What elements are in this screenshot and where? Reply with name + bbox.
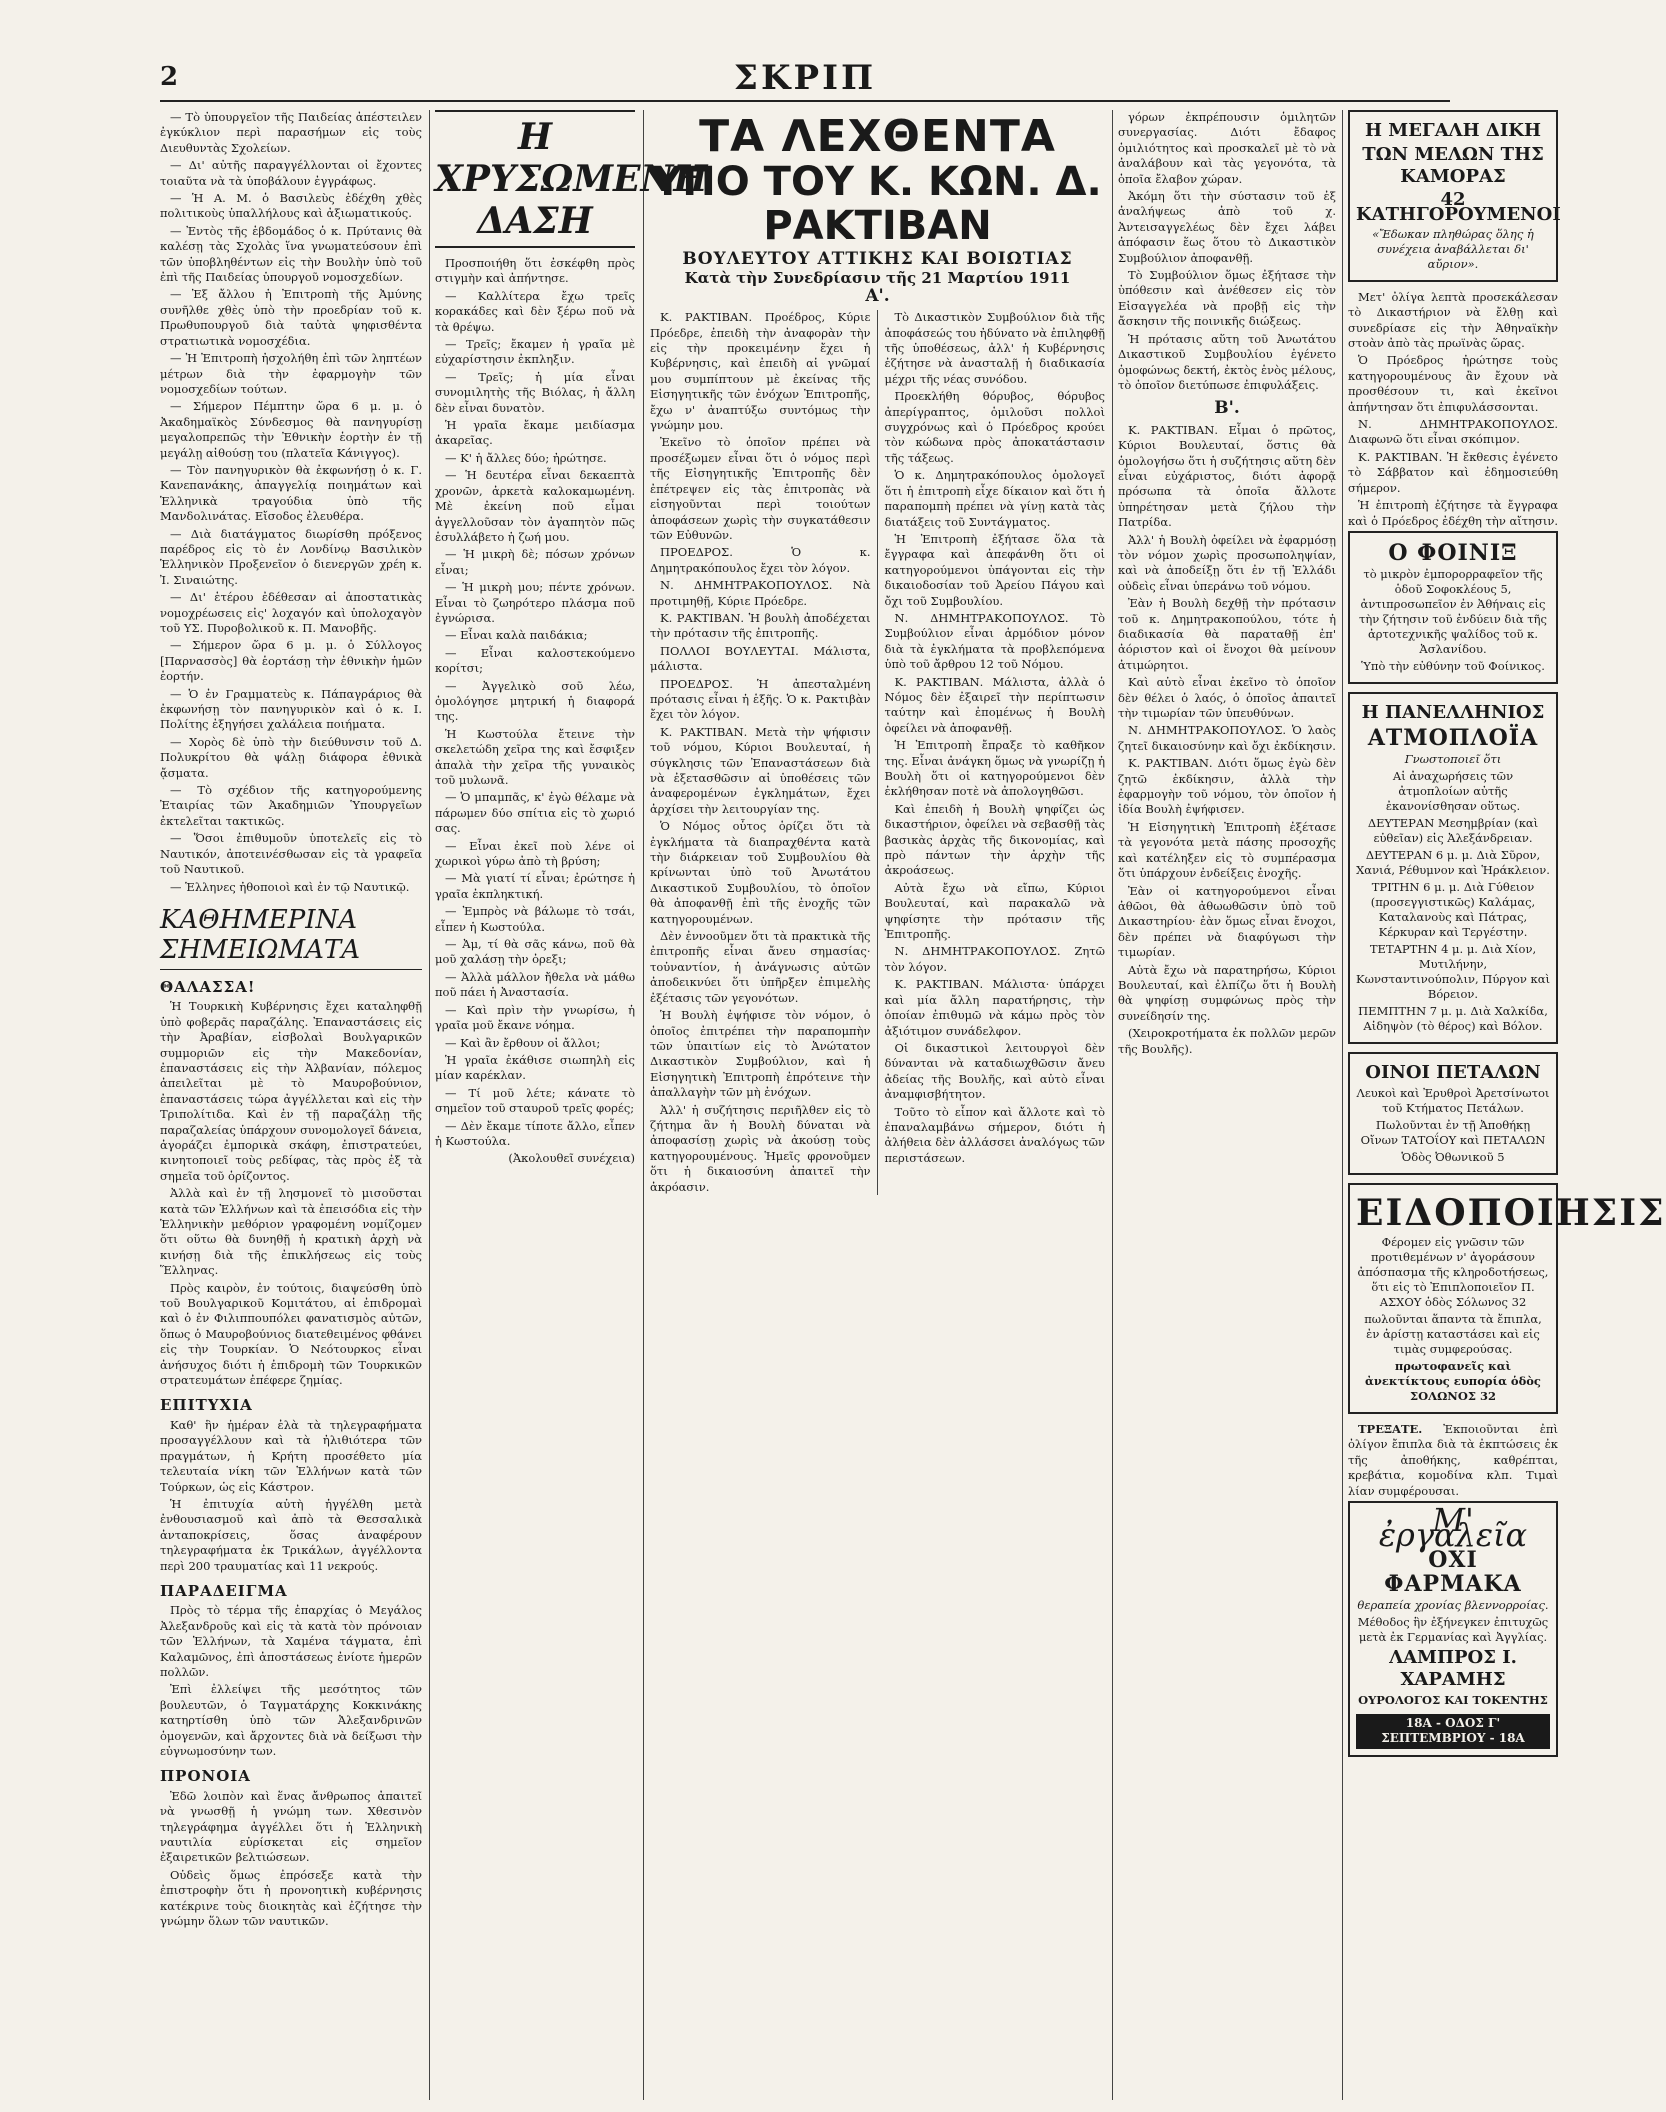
paper-name: ΣΚΡΙΠ (733, 58, 877, 98)
paragraph: — Ἀλλὰ μάλλον ἤθελα νὰ μάθω ποῦ πάει ἡ Ἀναστασία. (435, 969, 635, 1000)
small-ad (1348, 1422, 1558, 1499)
paragraph: — Ἡ μικρὴ μου; πέντε χρόνων. Εἶναι τὸ ζωηρότερο πλάσμα ποῦ ἐγνώρισα. (435, 580, 635, 625)
ad-line: ΠΕΜΠΤΗΝ 7 μ. μ. Διὰ Χαλκίδα, Αἰδηψὸν (τὸ θέρος) καὶ Βόλον. (1358, 1003, 1548, 1033)
paragraph: — Καὶ ἂν ἔρθουν οἱ ἄλλοι; (445, 1035, 601, 1050)
paragraph: Ὁ Πρόεδρος ἠρώτησε τοὺς κατηγορουμένους ἂν ἔχουν νὰ προσθέσουν τι, καὶ ἐκεῖνοι ἀπήντησαν ὅτι ἐπιφυλάσσονται. (1348, 353, 1558, 414)
paragraph: Ἡ Εἰσηγητικὴ Ἐπιτροπὴ ἐξέτασε τὰ γεγονότα μετὰ πάσης προσοχῆς καὶ κατέληξεν εἰς τὸ συμπέρασμα ὅτι ὑπάρχουν ἐνδείξεις ἐνοχῆς. (1118, 819, 1336, 881)
column-3 (650, 110, 1105, 2100)
paragraph: Οὐδεὶς ὅμως ἐπρόσεξε κατὰ τὴν ἐπιστροφὴν ὅτι ἡ προνοητικὴ κυβέρνησις κατέκρινε τοὺς διοικητὰς καὶ ἐζήτησε τὴν γνώμην ὅλων τῶν ναυτικῶν. (160, 1867, 422, 1929)
ad-line: τὸ μικρὸν ἐμπορορραφεῖον τῆς ὁδοῦ Σοφοκλέους 5, ἀντιπροσωπεῖον ἐν Ἀθήναις εἰς τὴν ζήτησιν τοῦ ἐνδύειν διὰ τῆς ἀρτοτεχνικῆς ψαλίδος τοῦ κ. Ἀσλανίδου. (1359, 566, 1547, 656)
paragraph: — Εἶναι καλὰ παιδάκια; (445, 628, 588, 643)
news-brief: — Σήμερον Πέμπτην ὥρα 6 μ. μ. ὁ Ἀκαδημαϊκὸς Σύνδεσμος θὰ πανηγυρίσῃ μεγαλοπρεπῶς τὴν Ἐθνικὴν ἑορτὴν ἐν τῇ μεγάλῃ αἰθούσῃ του (πλατεῖα Κάνιγγος). (160, 399, 422, 460)
doctor-name: ΛΑΜΠΡΟΣ Ι. ΧΑΡΑΜΗΣ (1389, 1646, 1517, 1690)
kathimerina-section (160, 977, 423, 1389)
paragraph: Τοῦτο τὸ εἶπον καὶ ἄλλοτε καὶ τὸ ἐπαναλαμβάνω σήμερον, διότι ἡ ἀλήθεια δὲν ἀλλάσσει ἀναλόγως τῶν περιστάσεων. (884, 1104, 1105, 1165)
paragraph: Ἀλλὰ καὶ ἐν τῇ λησμονεῖ τὸ μισοῦσται κατὰ τῶν Ἑλλήνων καὶ τὰ ἐπεισόδια εἰς τὴν Ἑλληνικὴν μεθόριον γραφομένη νομίζομεν ὅτι οὕτω θὰ δυνηθῇ ἡ κρατικὴ ἀρχὴ νὰ κινήσῃ διὰ τῆς ἐπικλήσεως εἰς τοὺς Ἕλληνας. (160, 1186, 422, 1278)
paragraph: γόρων ἐκπρέπουσιν ὁμιλητῶν συνεργασίας. Διότι ἔδαφος ὁμιλιότητος καὶ προσκαλεῖ μὲ τὸ νὰ ἀναλάβουν καὶ τὰς γεγονότα, τὰ ὁποῖα ἔλαβον χώραν. (1118, 110, 1336, 186)
news-brief: — Ὅσοι ἐπιθυμοῦν ὑποτελεῖς εἰς τὸ Ναυτικόν, ἀποτεινέσθωσαν εἰς τὰ γραφεῖα τοῦ Ναυτικοῦ. (160, 831, 422, 877)
ad-heading: ΕΙΔΟΠΟΙΗΣΙΣ (1356, 1191, 1666, 1234)
ad-line: Αἱ ἀναχωρήσεις τῶν ἀτμοπλοίων αὐτῆς ἐκανονίσθησαν οὕτως. (1385, 768, 1521, 813)
paragraph: — Ἡ δευτέρα εἶναι δεκαεπτὰ χρονῶν, ἀρκετὰ καλοκαμωμένη. Μὲ ἐκείνη ποῦ εἶμαι ἀγγελλοῦσαν τὸν ἀγαπητὸν πῶς ἑσυλλάβετο ἡ ζωή μου. (435, 468, 635, 544)
ad-heading: Ο ΦΟΙΝΙΞ (1388, 539, 1518, 566)
paragraph: Αὐτὰ ἔχω νὰ εἴπω, Κύριοι Βουλευταί, καὶ παρακαλῶ νὰ ψηφίσητε τὴν πρότασιν τῆς Ἐπιτροπῆς. (884, 880, 1105, 942)
paragraph: — Ἀμ, τί θὰ σᾶς κάνω, ποῦ θὰ μοῦ χαλάσῃ τὴν ὀρεξι; (435, 937, 635, 967)
notice-ad (1348, 1183, 1666, 1414)
news-brief: — Δι' ἑτέρου ἐδέθεσαν αἱ ἀποστατικὰς νομοχρέωσεις εἰς' λοχαγόν καὶ ὑπολοχαγὸν τοῦ ΥΣ. Πυροβολικοῦ κ. Π. Μανοβῆς. (160, 590, 422, 635)
column-rule (1342, 110, 1343, 2100)
paragraph: Πρὸς καιρὸν, ἐν τούτοις, διαψεύσθη ὑπὸ τοῦ Βουλγαρικοῦ Κομιτάτου, αἱ ἐπιδρομαὶ καὶ ὁ ἐν Φιλιππουπόλει φανατισμὸς αὐτῶν, ὅπως ὁ Μαυροβούνιος διατεθειμένος φθάνει εἰς τὴν Τουρκίαν. Ὁ Νεότουρκος εἶναι ἀνήσυχος διότι ἡ ἐπιδρομὴ τῶν Τουρκικῶν στρατευμάτων ἐπέφερε ζημίας. (160, 1280, 422, 1388)
phoenix-ad (1348, 531, 1558, 684)
paragraph: Ν. ΔΗΜΗΤΡΑΚΟΠΟΥΛΟΣ. Διαφωνῶ ὅτι εἶναι σκόπιμον. (1348, 417, 1558, 447)
paragraph: Αὐτὰ ἔχω νὰ παρατηρήσω, Κύριοι Βουλευταί, καὶ ἐλπίζω ὅτι ἡ Βουλὴ θὰ ψηφίσῃ συμφώνως πρὸς τὴν συνείδησίν της. (1118, 962, 1336, 1023)
column-rule (1112, 110, 1113, 2100)
small-ad-body: Ἐκποιοῦνται ἐπὶ ὀλίγον ἔπιπλα διὰ τὰ ἐκπτώσεις ἐκ τῆς ἀποθήκης, καθρέπται, κρεβάτια, κομοδίνα κλπ. Τιμαὶ λίαν συμφέρουσαι. (1348, 1421, 1558, 1498)
paragraph: Ἐὰν οἱ κατηγορούμενοι εἶναι ἀθῶοι, θὰ ἀθωωθῶσιν ὑπὸ τοῦ Δικαστηρίου· ἐὰν ὅμως εἶναι ἔνοχοι, δὲν πρέπει νὰ διαφύγωσι τὴν τιμωρίαν. (1118, 883, 1336, 960)
paragraph: Προεκλήθη θόρυβος, θόρυβος ἀπερίγραπτος, ὁμιλοῦσι πολλοὶ συγχρόνως καὶ ὁ Πρόεδρος κρούει τὸν κώδωνα πρὸς ἀποκατάστασιν τῆς τάξεως. (884, 389, 1105, 465)
paragraph: Κ. ΡΑΚΤΙΒΑΝ. Μάλιστα, ἀλλὰ ὁ Νόμος δὲν ἐξαιρεῖ τὴν περίπτωσιν ταύτην καὶ ἐπομένως ἡ Βουλὴ ὀφείλει νὰ ἀποφανθῇ. (884, 674, 1105, 735)
doctor-role: ΟΥΡΟΛΟΓΟΣ ΚΑΙ ΤΟΚΕΝΤΗΣ (1358, 1692, 1548, 1707)
paragraph: Δὲν ἐννοοῦμεν ὅτι τὰ πρακτικὰ τῆς ἐπιτροπῆς εἶναι ἄνευ σημασίας· τοὐναντίον, ἡ ἀνάγνωσις αὐτῶν ἀποδεικνύει ὅτι ὑπῆρξεν ἐπιμελὴς ἐξέτασις τῶν γεγονότων. (650, 929, 871, 1005)
section-heading: ΕΠΙΤΥΧΙΑ (160, 1396, 253, 1415)
serial-title: Η ΧΡΥΣΩΜΕΝΗ ΔΑΣΗ (435, 110, 635, 248)
news-brief: — Ἡ Ἐπιτροπὴ ἠσχολήθη ἐπὶ τῶν ληπτέων μέτρων διὰ τὴν ἐφαρμογὴν τῶν νομοσχεδίων τούτων. (160, 351, 422, 396)
paragraph: Ὁ κ. Δημητρακόπουλος ὁμολογεῖ ὅτι ἡ ἐπιτροπὴ εἶχε δίκαιον καὶ ὅτι ἡ παραπομπὴ πρέπει νὰ γίνῃ κατὰ τὰς διατάξεις τοῦ Συντάγματος. (884, 468, 1105, 529)
section-marker: Α'. (865, 285, 890, 306)
paragraph: Κ. ΡΑΚΤΙΒΑΝ. Ἡ ἔκθεσις ἐγένετο τὸ Σάββατον καὶ ἐδημοσιεύθη σήμερον. (1348, 449, 1558, 495)
news-brief: — Σήμερον ὥρα 6 μ. μ. ὁ Σύλλογος [Παρνασσὸς] θὰ ἑορτάσῃ τὴν ἐθνικὴν ἡμῶν ἑορτήν. (160, 638, 422, 684)
paragraph: Ἐκεῖνο τὸ ὁποῖον πρέπει νὰ προσέξωμεν εἶναι ὅτι ὁ νόμος περὶ τῆς Εἰσηγητικῆς Ἐπιτροπῆς δὲν ἐπέτρεψεν εἰς τὰς ἐπιτροπὰς νὰ εἰσηγοῦνται περὶ τοιούτων ἀποφάσεων χωρὶς τὴν συγκατάθεσιν τῶν Εὐθυνῶν. (650, 435, 871, 542)
paragraph: Ἡ Βουλὴ ἐψήφισε τὸν νόμον, ὁ ὁποῖος ἐπιτρέπει τὴν παραπομπὴν τῶν ὑπαιτίων εἰς τὸ Ἀνώτατον Δικαστικὸν Συμβούλιον, καὶ ἡ Εἰσηγητικὴ Ἐπιτροπὴ ἐπρότεινε τὴν ἀπαλλαγὴν τῶν μὴ ἐνόχων. (650, 1008, 871, 1100)
news-brief: — Ὁ ἐν Γραμματεὺς κ. Πάπαγράριος θὰ ἐκφωνήσῃ τὸν πανηγυρικὸν καὶ ὁ κ. Ι. Πολίτης ἐξηγήσει χαλάλεια ποιήματα. (160, 686, 422, 732)
doctor-address: 18Α - ΟΔΟΣ Γ' ΣΕΠΤΕΜΒΡΙΟΥ - 18Α (1356, 1714, 1550, 1749)
paragraph: Ἡ Κωστούλα ἔτεινε τὴν σκελετώδη χεῖρα της καὶ ἔσφιξεν ἀπαλὰ τὴν χεῖρα τῆς γυναικὸς τοῦ μυλωνᾶ. (435, 726, 635, 787)
paragraph: — Ἡ μικρὴ δὲ; πόσων χρόνων εἶναι; (435, 547, 635, 577)
section-heading: ΘΑΛΑΣΣΑ! (160, 977, 256, 996)
paragraph: Ἀλλ' ἡ Βουλὴ ὀφείλει νὰ ἐφαρμόσῃ τὸν νόμον χωρὶς προσωποληψίαν, καὶ νὰ ἀποδείξῃ ὅτι ἐν τῇ Ἑλλάδι οὐδεὶς εἶναι ὑπεράνω τοῦ νόμου. (1118, 532, 1336, 593)
news-brief: — Τὸν πανηγυρικὸν θὰ ἐκφωνήσῃ ὁ κ. Γ. Κανεπανάκης, ἀπαγγελίᾳ ποιημάτων καὶ Ἑλληνικὰ τραγούδια ὑπὸ τῆς Μανδολινάτας. Εἴσοδος ἐλευθέρα. (160, 462, 422, 524)
news-briefs (160, 110, 422, 895)
paragraph: Οἱ δικαστικοὶ λειτουργοὶ δὲν δύνανται νὰ καταδιωχθῶσιν ἄνευ ἀδείας τῆς Βουλῆς, καὶ αὐτὸ εἶναι ἀναμφισβήτητον. (884, 1040, 1105, 1102)
column-4 (1118, 110, 1336, 2100)
kathimerina-section (160, 1398, 422, 1573)
paragraph: — Τρεῖς; ἔκαμεν ἡ γραῖα μὲ εὐχαρίστησιν ἐκπληξιν. (435, 337, 635, 367)
ad-line: ΔΕΥΤΕΡΑΝ 6 μ. μ. Διὰ Σῦρον, Χανιά, Ρέθυμνον καὶ Ἡράκλειον. (1356, 847, 1550, 877)
news-brief: — Ἐντὸς τῆς ἑβδομάδος ὁ κ. Πρύτανις θὰ καλέσῃ τὰς Σχολὰς ἵνα γνωματεύσουν ἐπὶ τῶν ὑποβληθέντων εἰς τὴν Βουλὴν ὑπὸ τοῦ ἐπὶ τῆς Παιδείας ὑπουργοῦ νομοσχεδίων. (160, 223, 422, 285)
paragraph: Ἀλλ' ἡ συζήτησις περιῆλθεν εἰς τὸ ζήτημα ἂν ἡ Βουλὴ δύναται νὰ ἀποφασίσῃ χωρὶς νὰ ἀκούσῃ τοὺς κατηγορουμένους. Ἡμεῖς φρονοῦμεν ὅτι ἡ δικαιοσύνη ἀπαιτεῖ τὴν ἀκρόασιν. (650, 1102, 871, 1194)
paragraph: Κ. ΡΑΚΤΙΒΑΝ. Προέδρος, Κύριε Πρόεδρε, ἐπειδὴ τὴν ἀναφορὰν τὴν εἰς τὴν προκειμένην ἔχει ἡ Κυβέρνησις, καὶ ἐπειδὴ αἱ γνῶμαί μου συμπίπτουν μὲ ἐκείνας τῆς Εἰσηγητικῆς τῶν ἐνόχων Ἐπιτροπῆς, ἔχω ν' ἀναπτύξω συντόμως τὴν γνώμην μου. (650, 310, 871, 433)
paragraph: Ν. ΔΗΜΗΤΡΑΚΟΠΟΥΛΟΣ. Ζητῶ τὸν λόγον. (884, 944, 1105, 974)
paragraph: Κ. ΡΑΚΤΙΒΑΝ. Μάλιστα· ὑπάρχει καὶ μία ἄλλη παρατήρησις, τὴν ὁποίαν ἐπιθυμῶ νὰ κάμω πρὸς τὸν ἀξιότιμον συνάδελφον. (884, 977, 1105, 1038)
paragraph: (Χειροκροτήματα ἐκ πολλῶν μερῶν τῆς Βουλῆς). (1118, 1026, 1336, 1056)
paragraph: Ἡ ἐπιτυχία αὐτὴ ἠγγέλθη μετὰ ἐνθουσιασμοῦ καὶ ἀπὸ τὰ Θεσσαλικὰ ἀνταποκρίσεις, ὅσας ἀναφέρουν τηλεγραφήματα ἐκ Τρικάλων, ἀγγέλλοντα περὶ 200 τραυματίας καὶ 11 νεκρούς. (160, 1496, 422, 1573)
column-rule (429, 110, 430, 2100)
paragraph: Τὸ Συμβούλιον ὅμως ἐξήτασε τὴν ὑπόθεσιν καὶ ἀνέθεσεν εἰς τὸν Εἰσαγγελέα νὰ προβῇ εἰς τὴν ἄσκησιν τῆς ποινικῆς διώξεως. (1118, 268, 1336, 329)
box-quote: «Ἔδωκαν πληθώρας ὅλης ἡ συνέχεια ἀναβάλλεται δι' αὔριον». (1372, 226, 1534, 271)
serial-footer: (Ἀκολουθεῖ συνέχεια) (508, 1151, 635, 1166)
masthead (160, 58, 1450, 102)
news-brief: — Τὸ σχέδιον τῆς κατηγορούμενης Ἐταιρίας τῶν Ἀκαδημιῶν Ὑπουργεῖων ἐκτελεῖται τακτικῶς. (160, 783, 422, 828)
column-rule (643, 110, 644, 2100)
ad-line: πωλοῦνται ἅπαντα τὰ ἔπιπλα, ἐν ἀρίστῃ καταστάσει καὶ εἰς τιμὰς συμφερούσας. (1364, 1311, 1542, 1356)
paragraph: — Ἐμπρὸς νὰ βάλωμε τὸ τσάι, εἶπεν ἡ Κωστούλα. (435, 904, 635, 934)
paragraph: — Εἶναι ἐκεῖ ποὺ λένε οἱ χωρικοὶ γύρω ἀπὸ τὴ βρύση; (435, 838, 635, 869)
page-number: 2 (160, 62, 179, 92)
ad-line: θεραπεία χρονίας βλεννορροίας. (1357, 1597, 1549, 1612)
ad-line: ΔΕΥΤΕΡΑΝ Μεσημβρίαν (καὶ εὐθεῖαν) εἰς Ἀλεξάνδρειαν. (1367, 815, 1539, 845)
ad-heading: Η ΠΑΝΕΛΛΗΝΙΟΣ (1361, 701, 1545, 723)
column-2 (435, 110, 708, 2100)
box-heading: Η ΜΕΓΑΛΗ ΔΙΚΗ (1365, 120, 1541, 141)
headline-subject: ΥΠΟ ΤΟΥ Κ. ΚΩΝ. Δ. ΡΑΚΤΙΒΑΝ (653, 159, 1102, 249)
paragraph: — Ὁ μπαμπᾶς, κ' ἐγὼ θέλαμε νὰ πάρωμεν δύο σπίτια εἰς τὸ χωριό σας. (435, 790, 635, 836)
dateline: Κατὰ τὴν Συνεδρίασιν τῆς 21 Μαρτίου 1911 (684, 269, 1071, 288)
section-heading: ΠΡΟΝΟΙΑ (160, 1767, 251, 1786)
paragraph: — Κ' ἡ ἄλλες δύο; ἠρώτησε. (445, 450, 607, 465)
paragraph: Κ. ΡΑΚΤΙΒΑΝ. Εἶμαι ὁ πρῶτος, Κύριοι Βουλευταί, ὅστις θὰ ὁμολογήσω ὅτι ἡ συζήτησις αὕτη δὲν εἶναι εὐχάριστος, διότι ἀφορᾷ πρόσωπα τὰ ὁποῖα ἄλλοτε ὑπηρέτησαν μετὰ ζήλου τὴν Πατρίδα. (1118, 422, 1336, 530)
ad-line: ΤΡΙΤΗΝ 6 μ. μ. Διὰ Γύθειον (προσεγγιστικῶς) Καλάμας, Καταλανοὺς καὶ Πάτρας, Κέρκυραν καὶ Τεργέστην. (1370, 879, 1536, 939)
wines-ad (1348, 1052, 1558, 1175)
kathimerina-section (160, 1581, 422, 1759)
paragraph: Ἐδῶ λοιπὸν καὶ ἕνας ἄνθρωπος ἀπαιτεῖ νὰ γνωσθῇ ἡ γνώμη των. Χθεσινὸν τηλεγράφημα ἀγγέλλει ὅτι ἡ Ἑλληνικὴ ναυτιλία εὑρίσκεται εἰς σημεῖον ἐξαιρετικῶν βελτιώσεων. (160, 1788, 422, 1865)
news-brief: — Τὸ ὑπουργεῖον τῆς Παιδείας ἀπέστειλεν ἐγκύκλιον περὶ παρασήμων εἰς τοὺς Διευθυντὰς Σχολείων. (160, 110, 422, 155)
paragraph: Πρὸς τὸ τέρμα τῆς ἐπαρχίας ὁ Μεγάλος Ἀλεξανδροῦς καὶ εἰς τὰ κατὰ τὸν πρόνοιαν τῶν Ἑλλήνων, τὰ Χαμένα τάγματα, ἐπὶ Καλαμῶνος, ἐπὶ ἀποστάσεως ἐνίοτε ἡμερῶν πολλῶν. (160, 1603, 422, 1679)
ad-line: Μέθοδος ἣν ἐξήνεγκεν ἐπιτυχῶς μετὰ ἐκ Γερμανίας καὶ Ἀγγλίας. (1357, 1614, 1549, 1644)
paragraph: Ν. ΔΗΜΗΤΡΑΚΟΠΟΥΛΟΣ. Νὰ προτιμηθῇ, Κύριε Πρόεδρε. (650, 578, 871, 608)
column-5 (1348, 110, 1666, 2100)
box-subheading: 42 ΚΑΤΗΓΟΡΟΥΜΕΝΟΙ (1356, 189, 1561, 226)
paragraph: Ἡ ἐπιτροπὴ ἐζήτησε τὰ ἔγγραφα καὶ ὁ Πρόεδρος ἐδέχθη τὴν αἴτησιν. (1348, 498, 1558, 528)
paragraph: Ὁ Νόμος οὗτος ὁρίζει ὅτι τὰ ἐγκλήματα τὰ διαπραχθέντα κατὰ τὴν διάρκειαν τοῦ Συμβουλίου θὰ κρίνωνται ὑπὸ τοῦ Ἀνωτάτου Δικαστικοῦ Συμβουλίου, τὸ ὁποῖον θὰ ἀποφανθῇ ἐπὶ τῆς ἐνοχῆς τῶν κατηγορουμένων. (650, 819, 871, 926)
kathimerina-section (160, 1769, 422, 1929)
section-title: ΚΑΘΗΜΕΡΙΝΑ ΣΗΜΕΙΩΜΑΤΑ (160, 905, 422, 970)
news-brief: — Διὰ διατάγματος διωρίσθη πρόξενος παρέδρος εἰς τὸ ἐν Λονδίνῳ Βασιλικὸν Ἑλληνικὸν Προξενεῖον ὁ διενεργῶν χρέη κ. Ἰ. Σιναιώτης. (160, 526, 422, 587)
ad-line: ΤΕΤΑΡΤΗΝ 4 μ. μ. Διὰ Χίον, Μυτιλήνην, Κωνσταντινούπολιν, Πύργον καὶ Βόρειον. (1356, 941, 1550, 1001)
paragraph: Ἡ Ἐπιτροπὴ ἔπραξε τὸ καθῆκον της. Εἶναι ἀνάγκη ὅμως νὰ γνωρίζῃ ἡ Βουλὴ ὅτι οἱ κατηγορούμενοι δὲν ἐκλήθησαν ποτὲ νὰ ἀπολογηθῶσι. (884, 738, 1105, 799)
paragraph: Ἡ γραῖα ἐκάθισε σιωπηλὴ εἰς μίαν καρέκλαν. (435, 1052, 635, 1083)
paragraph: Ἐὰν ἡ Βουλὴ δεχθῇ τὴν πρότασιν τοῦ κ. Δημητρακοπούλου, τότε ἡ διαδικασία θὰ παραταθῇ ἐπ' ἀόριστον καὶ οἱ ἔνοχοι θὰ μείνουν ἀτιμώρητοι. (1118, 596, 1336, 672)
paragraph: — Ἀγγελικὸ σοῦ λέω, ὁμολόγησε μητρική ἡ διαφορά της. (435, 678, 635, 724)
ad-line: Ὑπὸ τὴν εὐθύνην τοῦ Φοίνικος. (1361, 658, 1545, 673)
ad-line: Λευκοὶ καὶ Ἐρυθροὶ Ἀρετσίνωτοι τοῦ Κτήματος Πετάλων. (1356, 1085, 1550, 1115)
ad-line: Φέρομεν εἰς γνῶσιν τῶν προτιθεμένων ν' ἀγοράσουν ἀπόσπασμα τῆς κληροδοτήσεως, ὅτι εἰς τὸ Ἐπιπλοποιεῖον Π. ΑΣΧΟΥ ὁδὸς Σόλωνος 32 (1357, 1234, 1549, 1309)
paragraph: Καὶ αὐτὸ εἶναι ἐκεῖνο τὸ ὁποῖον δὲν θέλει ὁ λαός, ὁ ὁποῖος ἀπαιτεῖ τὴν τιμωρίαν τῶν ὑπευθύνων. (1118, 675, 1336, 721)
paragraph: Ν. ΔΗΜΗΤΡΑΚΟΠΟΥΛΟΣ. Ὁ λαὸς ζητεῖ δικαιοσύνην καὶ ὄχι ἐκδίκησιν. (1118, 723, 1336, 753)
headline-deck: ΒΟΥΛΕΥΤΟΥ ΑΤΤΙΚΗΣ ΚΑΙ ΒΟΙΩΤΙΑΣ (682, 249, 1073, 269)
paragraph: Μετ' ὀλίγα λεπτὰ προσεκάλεσαν τὸ Δικαστήριον νὰ ἔλθῃ καὶ συνεδρίασε εἰς τὴν Ἀθηναϊκὴν στοὰν ἀπὸ τὰς πρωϊνὰς ὥρας. (1348, 289, 1558, 351)
paragraph: ΠΟΛΛΟΙ ΒΟΥΛΕΥΤΑΙ. Μάλιστα, μάλιστα. (650, 643, 871, 674)
paragraph: Ἡ Τουρκικὴ Κυβέρνησις ἔχει καταληφθῇ ὑπὸ φοβερᾶς παραζάλης. Ἐπαναστάσεις εἰς τὴν Ἀραβίαν, εἰσβολαὶ Βουλγαρικῶν συμμοριῶν εἰς τὴν Μακεδονίαν, ἐπαναστάσεις εἰς τὴν Ἀλβανίαν, πόλεμος ἀπειλεῖται μὲ τὸ Μαυροβούνιον, ἐπαναστάσεις τώρα ἀγγέλλεται καὶ εἰς τὴν Τριπολίτιδα. Καὶ ἐν τῇ παραζάλῃ τῆς παραζαλείας ὑπάρχουν συνομολογεῖ δάνεια, ἀγοράζει ἐμπορικὰ σκάφη, ἐπιστρατεύει, κινητοποιεῖ τοὺς ρεδίφας, τὰς πρὸς ἐξ τὰ σημεῖα τοῦ ὁρίζοντος. (160, 999, 423, 1183)
ad-line: Πωλοῦνται ἐν τῇ Ἀποθήκῃ Οἴνων ΤΑΤΟΐΟΥ καὶ ΠΕΤΑΛΩΝ (1360, 1117, 1546, 1147)
story-body (650, 310, 1105, 1195)
ad-heading: ΟΙΝΟΙ ΠΕΤΑΛΩΝ (1365, 1061, 1541, 1083)
news-brief: — Ἐξ ἄλλου ἡ Ἐπιτροπὴ τῆς Ἀμύνης συνῆλθε χθὲς ὑπὸ τὴν προεδρίαν τοῦ κ. Πρωθυπουργοῦ διὰ ταὐτὰ ψηφισθέντα στρατιωτικὰ νομοσχέδια. (160, 287, 422, 348)
paragraph: Ἀκόμη ὅτι τὴν σύστασιν τοῦ ἐξ ἀναλήψεως ἀπὸ τοῦ χ. Ἀντεισαγγελέως δὲν ἔχει λάβει ἀπόφασιν ἕως ὅτου τὸ Δικαστικὸν Συμβούλιον ἀποφανθῇ. (1118, 189, 1336, 265)
paragraph: Ἡ γραῖα ἔκαμε μειδίασμα ἀκαρεῖας. (435, 418, 635, 448)
news-brief: — Ἡ Α. Μ. ὁ Βασιλεὺς ἐδέχθη χθὲς πολιτικοὺς ὑπαλλήλους καὶ ἀξιωματικούς. (160, 191, 422, 221)
paragraph: Ἡ πρότασις αὕτη τοῦ Ἀνωτάτου Δικαστικοῦ Συμβουλίου ἐγένετο ὁμοφώνως δεκτή, ἐκτὸς ἑνὸς μέλους, τὸ ὁποῖον διετύπωσε ἐπιφυλάξεις. (1118, 331, 1336, 392)
ad-subheading: ΟΧΙ ΦΑΡΜΑΚΑ (1384, 1546, 1522, 1597)
news-brief: — Χορὸς δὲ ὑπὸ τὴν διεύθυνσιν τοῦ Δ. Πολυκρίτου θὰ ψάλῃ διάφορα ἐθνικὰ ᾄσματα. (160, 734, 422, 780)
paragraph: — Καὶ πρὶν τὴν γνωρίσω, ἡ γραῖα μοῦ ἔκανε νόημα. (435, 1002, 635, 1033)
paragraph: Καὶ ἐπειδὴ ἡ Βουλὴ ψηφίζει ὡς δικαστήριον, ὀφείλει νὰ σεβασθῇ τὰς βασικὰς ἀρχὰς τῆς δικονομίας, καὶ πρὸ πάντων τὴν ἀρχὴν τῆς ἀκροάσεως. (884, 801, 1105, 878)
box-heading: ΤΩΝ ΜΕΛΩΝ ΤΗΣ ΚΑΜΟΡΑΣ (1362, 144, 1544, 187)
paragraph: — Καλλίτερα ἔχω τρεῖς κορακάδες καὶ δὲν ξέρω ποῦ νὰ τὰ θρέψω. (435, 288, 635, 334)
section-heading: ΠΑΡΑΔΕΙΓΜΑ (160, 1581, 288, 1600)
ad-heading: Μ' ἐργαλεῖα (1378, 1500, 1528, 1555)
ad-line: πρωτοφανεῖς καὶ ἀνεκτίκτους ευπορία ὁδὸς ΣΟΛΩΝΟΣ 32 (1365, 1358, 1541, 1403)
paragraph: — Εἶναι καλοστεκούμενο κορίτσι; (435, 645, 635, 676)
section-marker: Β'. (1214, 398, 1240, 419)
paragraph: Ν. ΔΗΜΗΤΡΑΚΟΠΟΥΛΟΣ. Τὸ Συμβούλιον εἶναι ἁρμόδιον μόνον διὰ τὰ ἐγκλήματα τὰ προβλεπόμενα ὑπὸ τοῦ ἄρθρου 12 τοῦ Νόμου. (884, 610, 1105, 672)
paragraph: Ἐπὶ ἐλλείψει τῆς μεσότητος τῶν βουλευτῶν, ὁ Ταγματάρχης Κοκκινάκης κατηρτίσθη ὑπὸ τῶν Ἀλεξανδρινῶν ὁμογενῶν, καὶ ἄρχοντες διὰ νὰ δείξωσι τὴν εὐγνωμοσύνην των. (160, 1682, 422, 1758)
steamship-ad (1348, 692, 1558, 1044)
paragraph: ΠΡΟΕΔΡΟΣ. Ἡ ἀπεσταλμένη πρότασις εἶναι ἡ ἑξῆς. Ὁ κ. Ρακτιβὰν ἔχει τὸν λόγον. (650, 676, 871, 722)
paragraph: — Τρεῖς; ἡ μία εἶναι συνομιλητὴς τῆς Βιόλας, ἡ ἄλλη δὲν εἶναι δυνατὸν. (435, 369, 635, 415)
trial-box (1348, 110, 1561, 282)
news-brief: — Ἑλληνες ἠθοποιοὶ καὶ ἐν τῷ Ναυτικῷ. (170, 879, 410, 894)
paragraph: Καθ' ἣν ἡμέραν ἐλὰ τὰ τηλεγραφήματα προσαγγέλλουν καὶ τὰ ἠλιθιότερα τῶν πραγμάτων, ἡ Κρήτη προσέθετο μία τελευταία νίκη τῶν Ἑλλήνων κατὰ τῶν Τούρκων, ὡς εἰς Κάστρον. (160, 1417, 422, 1494)
news-brief: — Δι' αὐτῆς παραγγέλλονται οἱ ἔχοντες τοιαῦτα νὰ τὰ ὑποβάλουν ἐγγράφως. (160, 158, 422, 188)
paragraph: Κ. ΡΑΚΤΙΒΑΝ. Διότι ὅμως ἐγὼ δὲν ζητῶ ἐκδίκησιν, ἀλλὰ τὴν ἐφαρμογὴν τοῦ νόμου, τὸν ὁποῖον ἡ ἰδία Βουλὴ ἐψήφισεν. (1118, 756, 1336, 817)
ad-line: Ὁδὸς Ὀθωνικοῦ 5 (1401, 1149, 1505, 1164)
small-ad-text (1348, 1422, 1558, 1499)
paragraph: Ἡ Ἐπιτροπὴ ἐξήτασε ὅλα τὰ ἔγγραφα καὶ ἀπεφάνθη ὅτι οἱ κατηγορούμενοι ὑπάγονται εἰς τὴν δικαιοδοσίαν τοῦ Ἀρείου Πάγου καὶ ὄχι τοῦ Συμβουλίου. (884, 531, 1105, 608)
paragraph: — Μὰ γιατί τί εἶναι; ἐρώτησε ἡ γραῖα ἐκπληκτική. (435, 871, 635, 901)
ad-heading: ΑΤΜΟΠΛΟΪΑ (1367, 724, 1539, 751)
paragraph: Τὸ Δικαστικὸν Συμβούλιον διὰ τῆς ἀποφάσεώς του ἠδύνατο νὰ ἐπιληφθῇ τῆς ὑποθέσεως, ἀλλ' ἡ Κυβέρνησις ἐζήτησε νὰ ἀνασταλῇ ἡ διαδικασία μέχρι τῆς νέας συνόδου. (884, 310, 1105, 386)
paragraph: — Τί μοῦ λέτε; κάνατε τὸ σημεῖον τοῦ σταυροῦ τρεῖς φορές; (435, 1085, 635, 1116)
paragraph: Προσποιήθη ὅτι ἐσκέφθη πρὸς στιγμὴν καὶ ἀπήντησε. (435, 256, 635, 286)
ad-subheading: Γνωστοποιεῖ ὅτι (1404, 751, 1502, 766)
paragraph: ΠΡΟΕΔΡΟΣ. Ὁ κ. Δημητρακόπουλος ἔχει τὸν λόγον. (650, 545, 871, 575)
small-ad-heading: ΤΡΕΞΑΤΕ. (1358, 1421, 1423, 1436)
paragraph: Κ. ΡΑΚΤΙΒΑΝ. Ἡ βουλὴ ἀποδέχεται τὴν πρότασιν τῆς ἐπιτροπῆς. (650, 610, 871, 641)
doctor-ad (1348, 1501, 1558, 1757)
paragraph: — Δὲν ἔκαμε τίποτε ἄλλο, εἶπεν ἡ Κωστούλα. (435, 1118, 635, 1148)
paragraph: Κ. ΡΑΚΤΙΒΑΝ. Μετὰ τὴν ψήφισιν τοῦ νόμου, Κύριοι Βουλευταί, ἡ σύγκλησις τῶν Ἐπαναστάσεων διὰ νὰ ἐξετασθῶσιν αἱ ὑποθέσεις τῶν ἀναφερομένων ἐγκλημάτων, ἔχει ἀρχίσει τὴν λειτουργίαν της. (650, 724, 871, 816)
column-1 (160, 110, 422, 2100)
headline: ΤΑ ΛΕΧΘΕΝΤΑ (699, 111, 1056, 162)
